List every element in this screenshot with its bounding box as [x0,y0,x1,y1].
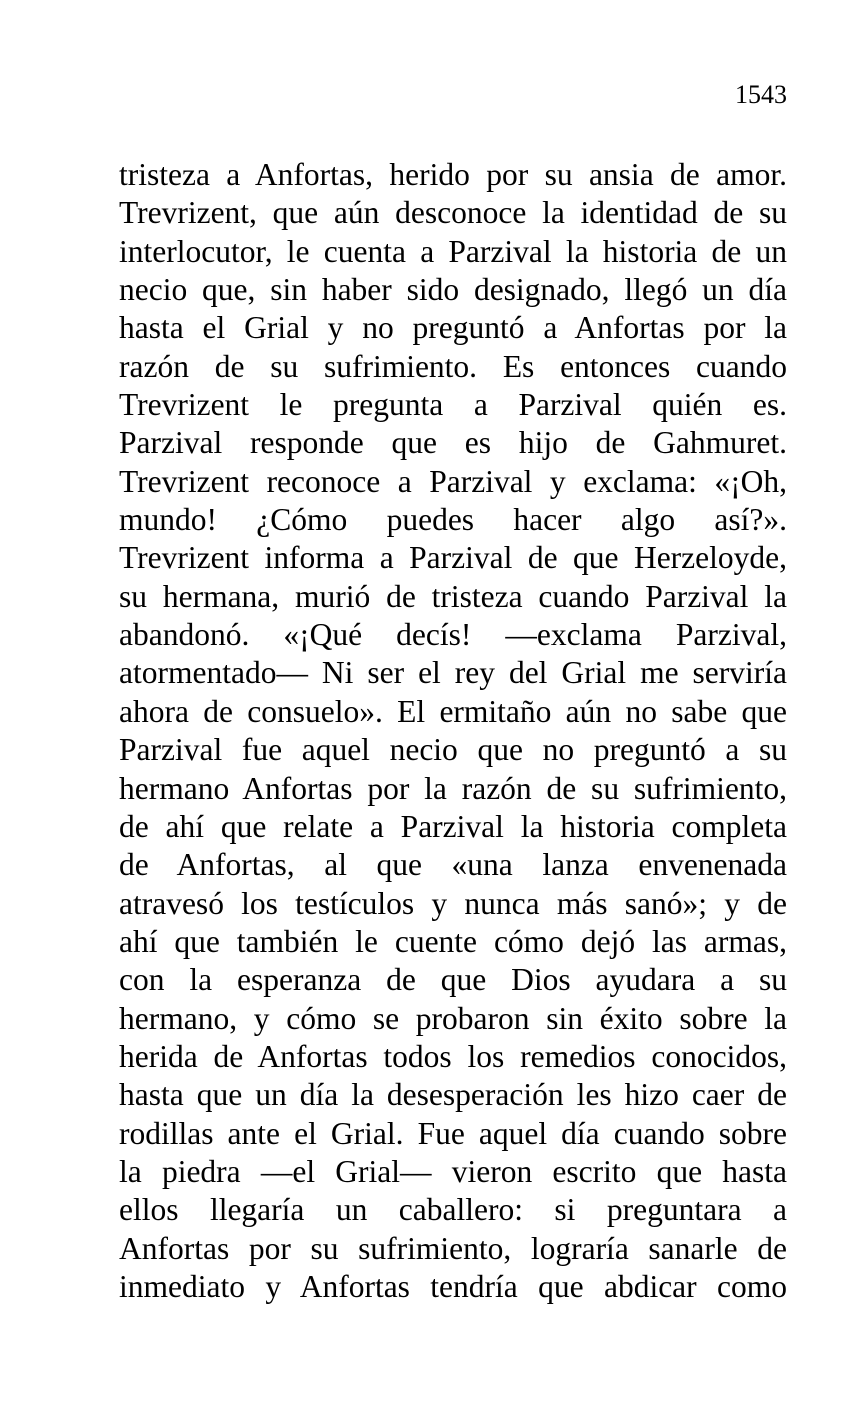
text-line: con la esperanza de que Dios ayudara a su [119,962,787,998]
text-line: inmediato y Anfortas tendría que abdicar como [119,1268,787,1304]
text-line: Trevrizent informa a Parzival de que Herzeloyde, [119,540,787,576]
text-line: ahí que también le cuente cómo dejó las armas, [119,923,787,959]
text-line: herida de Anfortas todos los remedios conocidos, [119,1038,787,1074]
text-line: Parzival responde que es hijo de Gahmuret. [119,425,787,461]
text-line: de Anfortas, al que «una lanza envenenada [119,847,787,883]
text-line: Trevrizent le pregunta a Parzival quién es. [119,387,787,423]
text-line: Parzival fue aquel necio que no preguntó a su [119,732,787,768]
text-line: interlocutor, le cuenta a Parzival la historia de un [119,233,787,269]
text-line: ahora de consuelo». El ermitaño aún no sabe que [119,693,787,729]
text-line: atravesó los testículos y nunca más sanó»; y de [119,885,787,921]
page-number: 1543 [735,80,787,109]
text-line: Anfortas por su sufrimiento, lograría sanarle de [119,1230,787,1266]
text-line: hasta el Grial y no preguntó a Anfortas por la [119,310,787,346]
text-line: la piedra —el Grial— vieron escrito que hasta [119,1153,787,1189]
text-line: su hermana, murió de tristeza cuando Parzival la [119,578,787,614]
text-line: tristeza a Anfortas, herido por su ansia de amor. [119,157,787,192]
text-line: hasta que un día la desesperación les hizo caer de [119,1077,787,1113]
text-line: mundo! ¿Cómo puedes hacer algo así?». [119,502,787,538]
text-line: hermano, y cómo se probaron sin éxito sobre la [119,1000,787,1036]
text-line: rodillas ante el Grial. Fue aquel día cuando sobre [119,1115,787,1151]
text-line: necio que, sin haber sido designado, llegó un día [119,272,787,308]
text-line: de ahí que relate a Parzival la historia completa [119,808,787,844]
text-line: hermano Anfortas por la razón de su sufrimiento, [119,770,787,806]
text-line: Trevrizent, que aún desconoce la identidad de su [119,195,787,231]
text-line: razón de su sufrimiento. Es entonces cuando [119,348,787,384]
text-line: abandonó. «¡Qué decís! —exclama Parzival, [119,617,787,653]
text-line: ellos llegaría un caballero: si preguntara a [119,1192,787,1228]
body-text [119,156,787,1306]
text-line: Trevrizent reconoce a Parzival y exclama: «¡Oh, [119,463,787,499]
text-line: atormentado— Ni ser el rey del Grial me serviría [119,655,787,691]
